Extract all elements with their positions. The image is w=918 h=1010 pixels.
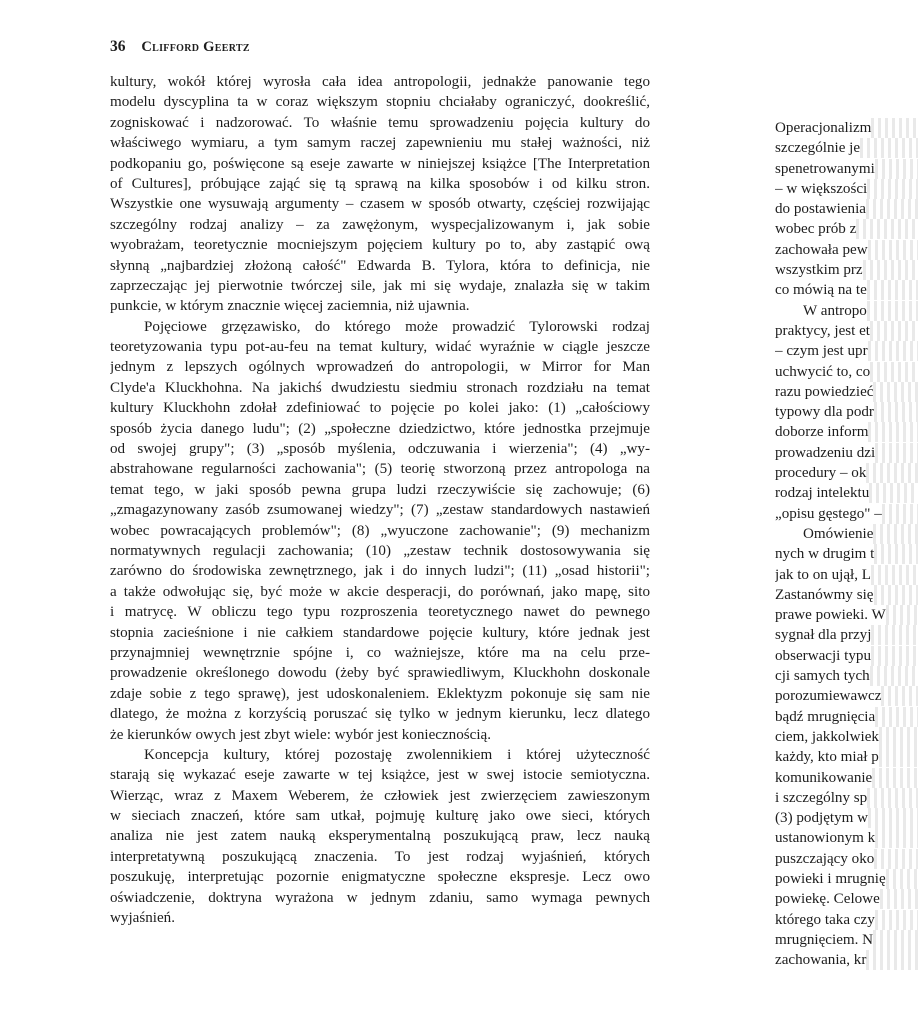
- side-text-line: [775, 910, 918, 930]
- faded-text-marks: [868, 808, 918, 828]
- text-line: interpretatywną poszukującą znaczenia. To jest rodzaj wyjaśnień, których: [110, 848, 650, 865]
- faded-text-marks: [875, 910, 918, 930]
- faded-text-marks: [867, 788, 918, 808]
- faded-text-marks: [875, 159, 918, 179]
- side-text-fragment: powieki i mrugnię: [775, 870, 886, 887]
- side-text-fragment: „opisu gęstego" –: [775, 505, 882, 522]
- side-text-line: [775, 422, 918, 442]
- side-text-line: [775, 707, 918, 727]
- side-text-line: [775, 219, 918, 239]
- faded-text-marks: [868, 341, 918, 361]
- faded-text-marks: [871, 565, 918, 585]
- side-text-line: [775, 686, 918, 706]
- text-line: abstrahowane regularności zachowania"; (5) teorię stworzoną przez antropologa na: [110, 461, 650, 478]
- faded-text-marks: [866, 950, 918, 970]
- side-text-fragment: którego taka czy: [775, 911, 875, 928]
- faded-text-marks: [870, 666, 918, 686]
- side-text-line: [775, 625, 918, 645]
- text-line: zarówno do środowiska zewnętrznego, jak i do innych ludzi"; (11) „osad historii";: [110, 563, 650, 580]
- side-text-line: [775, 768, 918, 788]
- text-line: kultury Kluckhohn zdołał zdefiniować to pojęcie po kolei jako: (1) „całościowy: [110, 400, 650, 417]
- text-line: w sieciach znaczeń, które sam utkał, pojmuję kulturę jako owe sieci, których: [110, 808, 650, 825]
- text-line: szczególny rodzaj analizy – za zawężonym, wyspecjalizowanym i, jak sobie: [110, 216, 650, 233]
- text-line: oświadczenie, doktryna wyrażona w jednym zdaniu, samo wymaga pewnych: [110, 889, 650, 906]
- side-text-line: [775, 828, 918, 848]
- text-line: Pojęciowe grzęzawisko, do którego może prowadzić Tylorowski rodzaj: [144, 318, 650, 335]
- side-text-fragment: puszczający oko: [775, 850, 875, 867]
- text-line: zogniskować i nadzorować. To właśnie temu sprowadzeniu pojęcia kultury do: [110, 114, 650, 131]
- side-text-line: [775, 727, 918, 747]
- side-text-fragment: typowy dla podr: [775, 404, 874, 421]
- text-line: analiza nie jest zatem nauką eksperymentalną poszukującą praw, lecz nauką: [110, 828, 650, 845]
- faded-text-marks: [867, 280, 918, 300]
- text-line: Wszystkie one wysuwają argumenty – czasem w sposób otwarty, częściej rozwijając: [110, 196, 650, 213]
- faded-text-marks: [873, 930, 918, 950]
- side-text-fragment: (3) podjętym w: [775, 810, 869, 827]
- faded-text-marks: [868, 422, 918, 442]
- faded-text-marks: [875, 828, 918, 848]
- side-text-line: [775, 199, 918, 219]
- faded-text-marks: [868, 240, 918, 260]
- side-text-line: [775, 362, 918, 382]
- side-text-fragment: bądź mrugnięcia: [775, 708, 876, 725]
- side-text-line: [775, 950, 918, 970]
- side-text-fragment: – czym jest upr: [775, 343, 868, 360]
- side-text-line: [775, 666, 918, 686]
- side-text-fragment: procedury – ok: [775, 465, 867, 482]
- side-text-fragment: prowadzeniu dzi: [775, 444, 876, 461]
- side-text-fragment: zachowała pew: [775, 241, 868, 258]
- text-line: podkopaniu go, poświęcone są eseje zawarte w niniejszej książce [The Interpretation: [110, 155, 650, 172]
- text-line: Koncepcja kultury, której pozostaję zwolennikiem i której użyteczność: [144, 746, 650, 763]
- faded-text-marks: [869, 483, 918, 503]
- faded-text-marks: [867, 179, 918, 199]
- side-text-line: [775, 463, 918, 483]
- faded-text-marks: [856, 219, 916, 239]
- text-line: Wierząc, wraz z Maxem Weberem, że człowiek jest zwierzęciem zawieszonym: [110, 787, 650, 804]
- text-line: zdaje sobie z tego sprawę), jest udoskonaleniem. Eklektyzm pokonuje się sam nie: [110, 685, 650, 702]
- text-line: „zmagazynowany zasób zsumowanej wiedzy"; (7) „zestaw standardowych nastawień: [110, 502, 650, 519]
- side-text-fragment: szczególnie je: [775, 140, 861, 157]
- text-line: wyjaśnień.: [110, 910, 175, 927]
- text-line: kultury, wokół której wyrosła cała idea antropologii, jednakże panowanie tego: [110, 74, 650, 90]
- side-text-line: [775, 646, 918, 666]
- side-text-line: [775, 504, 918, 524]
- side-text-line: [775, 260, 918, 280]
- faded-text-marks: [874, 585, 918, 605]
- faded-text-marks: [879, 747, 918, 767]
- side-text-fragment: wobec prób z: [775, 221, 857, 238]
- text-line: normatywnych regulacji zachowania; (10) „zestaw technik dostosowywania się: [110, 542, 650, 559]
- faded-text-marks: [886, 605, 918, 625]
- side-text-fragment: prawe powieki. W: [775, 607, 886, 624]
- side-text-fragment: Omówienie: [803, 525, 874, 542]
- side-text-fragment: razu powiedzieć: [775, 383, 874, 400]
- side-text-fragment: nych w drugim t: [775, 546, 875, 563]
- side-text-fragment: praktycy, jest et: [775, 322, 870, 339]
- side-text-fragment: i szczególny sp: [775, 789, 868, 806]
- faded-text-marks: [874, 849, 918, 869]
- side-text-line: [775, 565, 918, 585]
- text-line: temat tego, w jaki sposób pewna grupa ludzi rzeczywiście się zachowuje; (6): [110, 481, 650, 498]
- text-line: słynną „najbardziej złożoną całość" Edwarda B. Tylora, która to definicja, nie: [110, 257, 650, 274]
- text-line: a także odwołując się, być może w akcie desperacji, do porównań, jako mapę, sito: [110, 583, 650, 600]
- faded-text-marks: [872, 768, 918, 788]
- text-line: jednym z lepszych ogólnych wprowadzeń do antropologii, w Mirror for Man: [110, 359, 650, 376]
- text-line: wobec powracających problemów"; (8) „wyuczone zachowanie"; (9) mechanizm: [110, 522, 650, 539]
- side-text-fragment: rodzaj intelektu: [775, 485, 870, 502]
- side-text-fragment: ustanowionym k: [775, 830, 876, 847]
- side-text-fragment: porozumiewawcz: [775, 688, 882, 705]
- side-text-fragment: spenetrowanymi: [775, 160, 875, 177]
- text-line: of Cultures], próbujące zająć się tą sprawą na kilka sposobów i od kilku stron.: [110, 175, 650, 192]
- side-text-line: [775, 747, 918, 767]
- faded-text-marks: [873, 382, 918, 402]
- faded-text-marks: [867, 301, 918, 321]
- side-text-fragment: każdy, kto miał p: [775, 749, 879, 766]
- side-text-line: [775, 240, 918, 260]
- faded-text-marks: [871, 625, 918, 645]
- side-text-line: [775, 585, 918, 605]
- side-text-fragment: Zastanówmy się: [775, 586, 874, 603]
- side-text-line: [775, 930, 918, 950]
- side-text-fragment: co mówią na te: [775, 282, 867, 299]
- side-text-line: [775, 849, 918, 869]
- side-text-fragment: obserwacji typu: [775, 647, 871, 664]
- faded-text-marks: [886, 869, 918, 889]
- faded-text-marks: [870, 362, 918, 382]
- side-text-fragment: do postawienia: [775, 201, 866, 218]
- side-text-line: [775, 301, 918, 321]
- side-text-fragment: sygnał dla przyj: [775, 627, 872, 644]
- faded-text-marks: [873, 524, 918, 544]
- side-text-line: [775, 280, 918, 300]
- side-text-fragment: wszystkim prz: [775, 262, 863, 279]
- faded-text-marks: [866, 199, 918, 219]
- faded-text-marks: [882, 504, 918, 524]
- text-line: starają się wykazać eseje zawarte w tej książce, jest w swej istocie semiotyczna.: [110, 767, 650, 784]
- side-text-fragment: cji samych tych: [775, 668, 870, 685]
- text-line: stopnia zacieśnione i nie całkiem standardowe pojęcie kultury, które jednak jest: [110, 624, 650, 641]
- side-text-fragment: ciem, jakkolwiek: [775, 728, 879, 745]
- text-line: dlatego, że można z korzyścią poruszać się tylko w jednym kierunku, lecz dlatego: [110, 706, 650, 723]
- text-line: przynajmniej wewnętrznie spójne i, co ważniejsze, które ma na celu prze-: [110, 644, 650, 661]
- text-line: Clyde'a Kluckhohna. Na jakichś dwudziestu siedmiu stronach rozdziału na temat: [110, 379, 650, 396]
- side-text-fragment: zachowania, kr: [775, 952, 867, 969]
- adjacent-page-text-column: [775, 118, 918, 970]
- text-line: poszukuję, interpretując pozornie enigmatyczne społeczne ekspresje. Lecz owo: [110, 869, 650, 886]
- text-line: sposób życia danego ludu"; (2) „społeczne dziedzictwo, które jednostka przejmuje: [110, 420, 650, 437]
- side-text-line: [775, 382, 918, 402]
- side-text-line: [775, 179, 918, 199]
- side-text-line: [775, 402, 918, 422]
- faded-text-marks: [871, 646, 918, 666]
- faded-text-marks: [860, 138, 918, 158]
- faded-text-marks: [874, 402, 918, 422]
- faded-text-marks: [866, 463, 918, 483]
- side-text-fragment: doborze inform: [775, 424, 869, 441]
- side-text-fragment: Operacjonalizm: [775, 120, 872, 136]
- faded-text-marks: [880, 889, 918, 909]
- side-text-line: [775, 605, 918, 625]
- side-text-fragment: mrugnięciem. N: [775, 931, 874, 948]
- text-line: wyobrażam, teoretycznie mocniejszym pojęciem kultury po to, aby zastąpić ową: [110, 237, 650, 254]
- text-line: modelu dyscyplina ta w coraz większym stopniu chciałaby ograniczyć, dookreślić,: [110, 94, 650, 111]
- page-header: [110, 38, 250, 56]
- side-text-line: [775, 544, 918, 564]
- side-text-fragment: jak to on ujął, L: [775, 566, 871, 583]
- side-text-line: [775, 321, 918, 341]
- side-text-line: [775, 483, 918, 503]
- side-text-fragment: powiekę. Celowe: [775, 891, 880, 908]
- side-text-line: [775, 788, 918, 808]
- text-line: i matrycę. W obliczu tego typu rozproszenia teoretycznego nawet do pewnego: [110, 604, 650, 621]
- faded-text-marks: [870, 321, 918, 341]
- side-text-line: [775, 443, 918, 463]
- running-head: Clifford Geertz: [141, 39, 250, 55]
- faded-text-marks: [875, 707, 918, 727]
- faded-text-marks: [871, 118, 918, 138]
- side-text-line: [775, 524, 918, 544]
- faded-text-marks: [874, 544, 918, 564]
- text-line: punkcie, w którym znacznie więcej zaciemnia, niż ujawnia.: [110, 298, 470, 315]
- side-text-fragment: – w większości: [775, 180, 868, 197]
- faded-text-marks: [863, 260, 918, 280]
- side-text-fragment: uchwycić to, co: [775, 363, 871, 380]
- text-line: właściwego wymiaru, a tym samym raczej zapewnieniu mu stałej ważności, niż: [110, 135, 650, 152]
- side-text-fragment: komunikowanie: [775, 769, 873, 786]
- page-number: 36: [110, 38, 126, 55]
- main-text-column: [110, 72, 650, 928]
- side-text-line: [775, 159, 918, 179]
- text-line: teoretyzowania typu pot-au-feu na temat kultury, widać wyraźnie w ciągle jeszcze: [110, 339, 650, 356]
- faded-text-marks: [875, 443, 918, 463]
- side-text-line: [775, 889, 918, 909]
- text-line: że kierunków owych jest zbyt wiele: wybór jest koniecznością.: [110, 726, 491, 743]
- side-text-fragment: W antropo: [803, 302, 867, 319]
- side-text-line: [775, 869, 918, 889]
- side-text-line: [775, 118, 918, 138]
- text-line: od swojej grupy"; (3) „sposób myślenia, odczuwania i wierzenia"; (4) „wy-: [110, 441, 650, 458]
- faded-text-marks: [881, 686, 918, 706]
- side-text-line: [775, 138, 918, 158]
- text-line: zaprzeczając jej pierwotnie twórczej sile, jak mi się wydaje, znalazła się w takim: [110, 277, 650, 294]
- faded-text-marks: [879, 727, 918, 747]
- text-line: prowadzenie określonego dowodu (żeby być sprawiedliwym, Kluckhohn doskonale: [110, 665, 650, 682]
- side-text-line: [775, 808, 918, 828]
- side-text-line: [775, 341, 918, 361]
